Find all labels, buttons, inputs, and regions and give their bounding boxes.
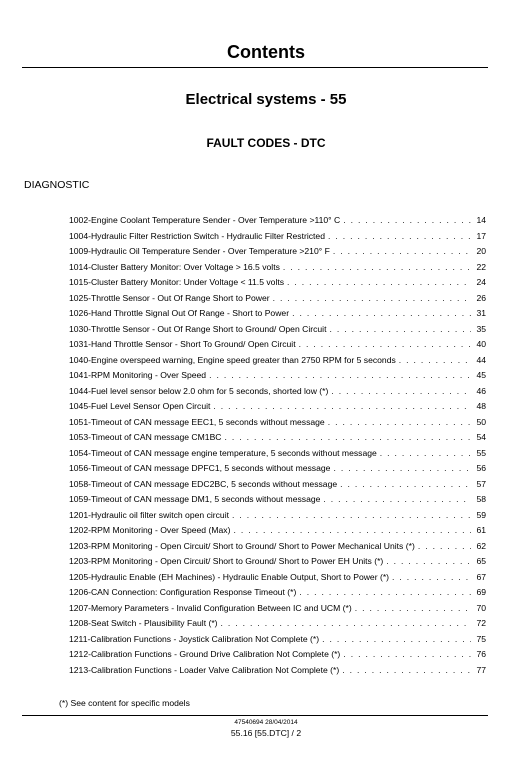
- toc-entry[interactable]: [69, 307, 486, 323]
- toc-entry-page: 35: [476, 323, 486, 334]
- toc-dot-leader: [213, 400, 471, 412]
- toc-entry-title: 1212-Calibration Functions - Ground Drive Calibration Not Complete (*): [69, 649, 341, 659]
- subsection-title: FAULT CODES - DTC: [206, 136, 326, 150]
- toc-entry-page: 20: [476, 246, 486, 256]
- toc-list: [69, 214, 486, 679]
- toc-entry-page: 48: [476, 401, 486, 411]
- toc-dot-leader: [386, 555, 471, 567]
- toc-entry[interactable]: [69, 400, 486, 416]
- footer-rule: [22, 715, 488, 716]
- toc-dot-leader: [232, 509, 471, 521]
- toc-entry-page: 67: [476, 571, 486, 582]
- toc-entry-title: 1202-RPM Monitoring - Over Speed (Max): [69, 525, 231, 535]
- toc-entry-title: 1056-Timeout of CAN message DPFC1, 5 seconds without message: [69, 463, 331, 473]
- toc-dot-leader: [221, 617, 471, 629]
- toc-dot-leader: [283, 261, 471, 273]
- toc-entry[interactable]: [69, 493, 486, 509]
- toc-entry-title: 1203-RPM Monitoring - Open Circuit/ Short to Ground/ Short to Power Mechanical Units (*): [69, 540, 415, 551]
- toc-entry[interactable]: [69, 431, 486, 447]
- toc-dot-leader: [355, 602, 471, 614]
- toc-entry[interactable]: [69, 586, 486, 602]
- toc-entry-title: 1025-Throttle Sensor - Out Of Range Short to Power: [69, 292, 270, 303]
- toc-dot-leader: [233, 524, 471, 536]
- toc-entry[interactable]: [69, 648, 486, 664]
- toc-dot-leader: [322, 633, 471, 645]
- toc-entry[interactable]: [69, 555, 486, 571]
- toc-entry-page: 44: [476, 354, 486, 365]
- toc-entry[interactable]: [69, 617, 486, 633]
- toc-entry[interactable]: [69, 571, 486, 587]
- toc-entry-title: 1213-Calibration Functions - Loader Valve Calibration Not Complete (*): [69, 664, 340, 675]
- toc-entry-title: 1206-CAN Connection: Configuration Response Timeout (*): [69, 587, 297, 597]
- toc-dot-leader: [380, 447, 471, 459]
- toc-entry-page: 17: [476, 230, 486, 241]
- toc-entry-title: 1026-Hand Throttle Signal Out Of Range - Short to Power: [69, 308, 290, 318]
- toc-dot-leader: [292, 307, 471, 319]
- toc-entry-title: 1045-Fuel Level Sensor Open Circuit: [69, 401, 211, 411]
- toc-entry-title: 1040-Engine overspeed warning, Engine speed greater than 2750 RPM for 5 seconds: [69, 354, 396, 365]
- toc-entry[interactable]: [69, 214, 486, 230]
- toc-dot-leader: [392, 571, 471, 583]
- toc-entry-page: 22: [476, 261, 486, 272]
- toc-entry-title: 1015-Cluster Battery Monitor: Under Voltage < 11.5 volts: [69, 277, 285, 287]
- toc-entry-page: 57: [476, 478, 486, 489]
- toc-entry[interactable]: [69, 230, 486, 246]
- toc-entry-title: 1208-Seat Switch - Plausibility Fault (*): [69, 618, 218, 628]
- toc-entry-page: 58: [476, 494, 486, 504]
- toc-entry-page: 72: [476, 618, 486, 628]
- toc-entry-title: 1030-Throttle Sensor - Out Of Range Short to Ground/ Open Circuit: [69, 323, 327, 334]
- document-reference: 47540694 28/04/2014: [234, 719, 298, 726]
- toc-entry-title: 1207-Memory Parameters - Invalid Configuration Between IC and UCM (*): [69, 602, 352, 613]
- toc-entry-page: 54: [476, 432, 486, 442]
- toc-entry[interactable]: [69, 602, 486, 618]
- toc-entry-page: 56: [476, 463, 486, 473]
- toc-dot-leader: [418, 540, 471, 552]
- toc-entry-title: 1201-Hydraulic oil filter switch open circuit: [69, 509, 230, 520]
- toc-entry-title: 1041-RPM Monitoring - Over Speed: [69, 370, 207, 380]
- toc-dot-leader: [329, 323, 471, 335]
- section-title: Electrical systems - 55: [185, 91, 347, 108]
- toc-entry[interactable]: [69, 447, 486, 463]
- toc-entry-page: 45: [476, 370, 486, 380]
- toc-entry[interactable]: [69, 524, 486, 540]
- toc-entry-page: 59: [476, 509, 486, 520]
- toc-entry-title: 1009-Hydraulic Oil Temperature Sender - Over Temperature >210° F: [69, 246, 330, 256]
- toc-entry-page: 26: [476, 292, 486, 303]
- toc-entry[interactable]: [69, 354, 486, 370]
- toc-entry-page: 62: [476, 540, 486, 551]
- toc-entry[interactable]: [69, 664, 486, 680]
- toc-dot-leader: [287, 276, 471, 288]
- toc-entry[interactable]: [69, 261, 486, 277]
- toc-entry[interactable]: [69, 540, 486, 556]
- toc-entry-title: 1044-Fuel level sensor below 2.0 ohm for 5 seconds, shorted low (*): [69, 385, 329, 396]
- toc-entry-page: 50: [476, 416, 486, 427]
- toc-dot-leader: [209, 369, 471, 381]
- toc-entry-page: 31: [476, 308, 486, 318]
- toc-entry-title: 1004-Hydraulic Filter Restriction Switch - Hydraulic Filter Restricted: [69, 230, 325, 241]
- toc-entry-title: 1051-Timeout of CAN message EEC1, 5 seconds without message: [69, 416, 325, 427]
- toc-dot-leader: [328, 230, 471, 242]
- footnote: (*) See content for specific models: [59, 698, 190, 708]
- toc-entry[interactable]: [69, 338, 486, 354]
- toc-entry-page: 75: [476, 633, 486, 644]
- toc-entry-page: 77: [476, 664, 486, 675]
- toc-entry-page: 55: [476, 447, 486, 458]
- toc-entry-page: 70: [476, 602, 486, 613]
- toc-dot-leader: [399, 354, 471, 366]
- toc-entry-title: 1058-Timeout of CAN message EDC2BC, 5 seconds without message: [69, 478, 338, 489]
- toc-dot-leader: [331, 385, 471, 397]
- toc-entry-page: 69: [476, 587, 486, 597]
- toc-dot-leader: [225, 431, 471, 443]
- toc-entry-page: 46: [476, 385, 486, 396]
- toc-entry[interactable]: [69, 633, 486, 649]
- toc-dot-leader: [343, 214, 471, 226]
- toc-entry[interactable]: [69, 462, 486, 478]
- toc-dot-leader: [342, 664, 471, 676]
- toc-entry[interactable]: [69, 509, 486, 525]
- toc-entry-title: 1053-Timeout of CAN message CM1BC: [69, 432, 222, 442]
- toc-entry[interactable]: [69, 385, 486, 401]
- toc-dot-leader: [323, 493, 471, 505]
- toc-entry-page: 14: [476, 215, 486, 225]
- toc-entry[interactable]: [69, 292, 486, 308]
- category-heading: DIAGNOSTIC: [24, 179, 90, 191]
- toc-dot-leader: [328, 416, 471, 428]
- toc-entry-title: 1203-RPM Monitoring - Open Circuit/ Short to Ground/ Short to Power EH Units (*): [69, 556, 384, 566]
- toc-entry-title: 1211-Calibration Functions - Joystick Calibration Not Complete (*): [69, 633, 320, 644]
- toc-entry-title: 1059-Timeout of CAN message DM1, 5 seconds without message: [69, 494, 321, 504]
- toc-entry-page: 65: [476, 556, 486, 566]
- toc-entry[interactable]: [69, 416, 486, 432]
- toc-entry-page: 24: [476, 277, 486, 287]
- toc-entry-page: 40: [476, 339, 486, 349]
- toc-dot-leader: [340, 478, 471, 490]
- toc-dot-leader: [333, 462, 471, 474]
- toc-entry-title: 1002-Engine Coolant Temperature Sender - Over Temperature >110° C: [69, 215, 341, 225]
- toc-dot-leader: [299, 338, 471, 350]
- toc-dot-leader: [299, 586, 471, 598]
- header-rule: [22, 67, 488, 68]
- toc-entry-title: 1031-Hand Throttle Sensor - Short To Ground/ Open Circuit: [69, 339, 296, 349]
- toc-entry[interactable]: [69, 323, 486, 339]
- toc-entry-title: 1205-Hydraulic Enable (EH Machines) - Hydraulic Enable Output, Short to Power (*): [69, 571, 390, 582]
- toc-entry[interactable]: [69, 478, 486, 494]
- toc-entry-page: 76: [476, 649, 486, 659]
- toc-dot-leader: [343, 648, 471, 660]
- page-reference: 55.16 [55.DTC] / 2: [230, 728, 302, 738]
- toc-entry-title: 1054-Timeout of CAN message engine temperature, 5 seconds without message: [69, 447, 377, 458]
- toc-entry[interactable]: [69, 369, 486, 385]
- toc-dot-leader: [273, 292, 471, 304]
- toc-entry[interactable]: [69, 276, 486, 292]
- toc-dot-leader: [333, 245, 471, 257]
- toc-entry-title: 1014-Cluster Battery Monitor: Over Voltage > 16.5 volts: [69, 261, 280, 272]
- toc-entry[interactable]: [69, 245, 486, 261]
- toc-entry-page: 61: [476, 525, 486, 535]
- page-title: Contents: [227, 42, 305, 62]
